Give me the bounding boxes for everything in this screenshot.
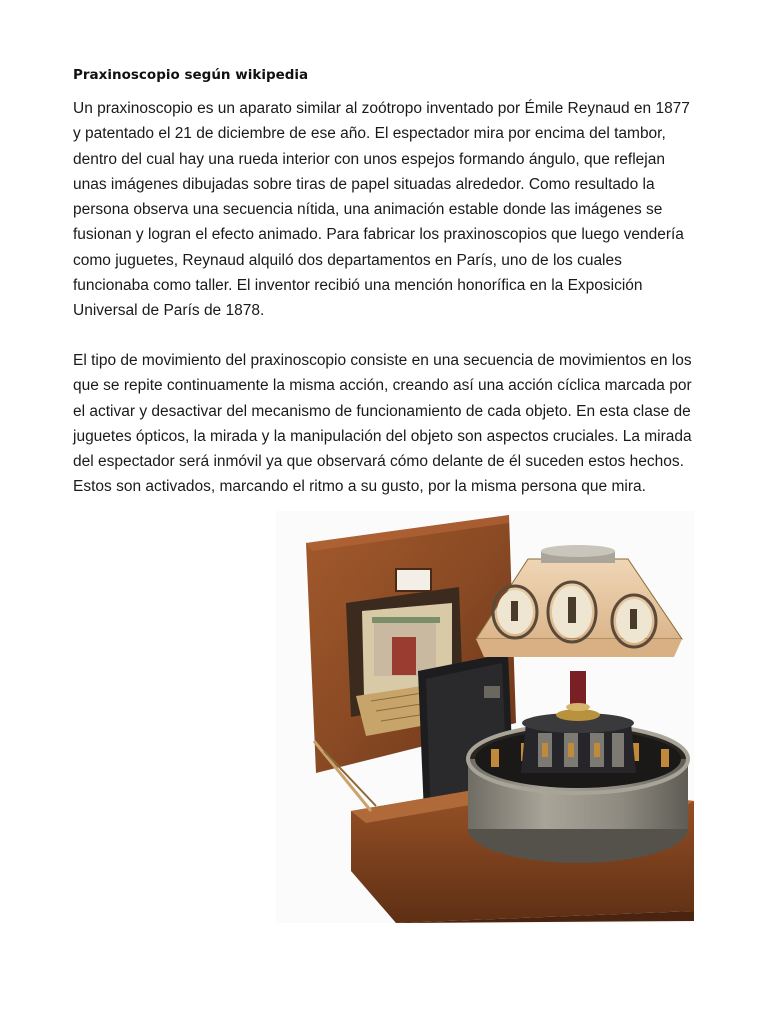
text-line: unas imágenes dibujadas sobre tiras de papel situadas alrededor. Como resultado la — [73, 175, 655, 193]
text-line: y patentado el 21 de diciembre de ese año. El espectador mira por encima del tambor, — [73, 125, 666, 143]
document-title: Praxinoscopio según wikipedia — [73, 67, 309, 83]
text-line: persona observa una secuencia nítida, una animación estable donde las imágenes se — [73, 201, 663, 219]
text-line: del espectador será inmóvil ya que observará cómo delante de él suceden estos hechos. — [73, 453, 684, 471]
text-line: como juguetes, Reynaud alquiló dos departamentos en París, uno de los cuales — [73, 251, 622, 269]
text-line: dentro del cual hay una rueda interior con unos espejos formando ángulo, que reflejan — [73, 150, 665, 168]
praxinoscope-photo — [276, 511, 694, 923]
text-line: fusionan y logran el efecto animado. Para fabricar los praxinoscopios que luego vendería — [73, 226, 684, 244]
text-line: Estos son activados, marcando el ritmo a su gusto, por la misma persona que mira. — [73, 478, 646, 496]
text-line: Un praxinoscopio es un aparato similar al zoótropo inventado por Émile Reynaud en 1877 — [73, 100, 690, 117]
paragraph-1 — [73, 96, 703, 324]
text-line: juguetes ópticos, la mirada y la manipulación del objeto son aspectos cruciales. La mirada — [73, 427, 692, 445]
text-line: el activar y desactivar del mecanismo de funcionamiento de cada objeto. En esta clase de — [73, 402, 691, 420]
text-line: funcionaba como taller. El inventor recibió una mención honorífica en la Exposición — [73, 277, 643, 295]
text-line: Universal de París de 1878. — [73, 302, 265, 320]
text-line: El tipo de movimiento del praxinoscopio consiste en una secuencia de movimientos en los — [73, 352, 692, 369]
paragraph-2 — [73, 348, 703, 500]
text-line: que se repite continuamente la misma acción, creando así una acción cíclica marcada por — [73, 377, 692, 395]
